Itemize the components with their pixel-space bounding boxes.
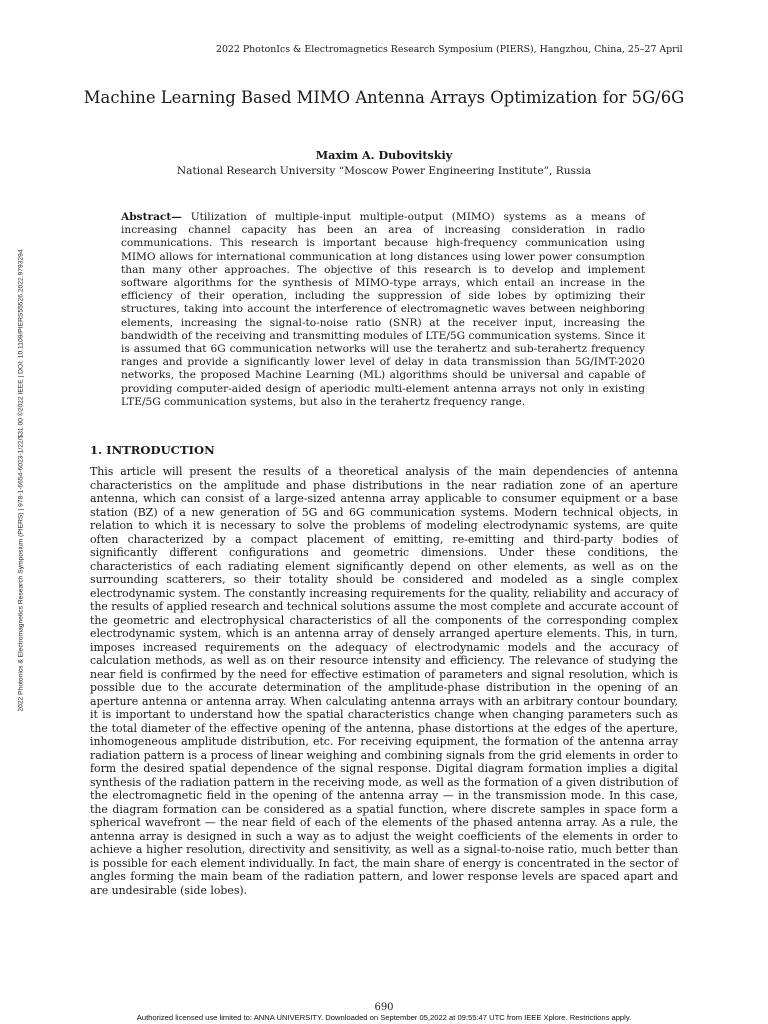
side-citation-strip [14, 0, 28, 960]
author-name: Maxim A. Dubovitskiy [315, 148, 453, 162]
abstract [121, 211, 645, 409]
abstract-text: Utilization of multiple-input multiple-output (MIMO) systems as a means of increasing channel capacity has been an area of increasing consideration in radio communications. This research is important because high-frequency communication using MIMO allows for international communication at long distances using lower power consumption than many other approaches. The objective of this research is to develop and implement software algorithms for the synthesis of MIMO-type arrays, which entail an increase in the efficiency of their operation, including the suppression of side lobes by optimizing their structures, taking into account the interference of electromagnetic waves between neighboring elements, increasing the signal-to-noise ratio (SNR) at the receiver input, increasing the bandwidth of the receiving and transmitting modules of LTE/5G communication systems. Since it is assumed that 6G communication networks will use the terahertz and sub-terahertz frequency ranges and provide a significantly lower level of delay in data transmission than 5G/IMT-2020 networks, the proposed Machine Learning (ML) algorithms should be universal and capable of providing computer-aided design of aperiodic multi-element antenna arrays not only in existing LTE/5G communication systems, but also in the terahertz frequency range. [121, 211, 645, 408]
section-heading-introduction: 1. INTRODUCTION [90, 443, 215, 457]
introduction-paragraph: This article will present the results of a theoretical analysis of the main dependencies of antenna characteristics on the amplitude and phase distributions in the near radiation zone of an aperture antenna, which can consist of a large-sized antenna array applicable to consumer equipment or a base station (BZ) of a new generation of 5G and 6G communication systems. Modern technical objects, in relation to which it is necessary to solve the problems of modeling electrodynamic systems, are quite often characterized by a compact placement of emitting, re-emitting and third-party bodies of significantly different configurations and geometric dimensions. Under these conditions, the characteristics of each radiating element significantly depend on other elements, as well as on the surrounding scatterers, so their totality should be considered and modeled as a single complex electrodynamic system. The constantly increasing requirements for the quality, reliability and accuracy of the results of applied research and technical solutions assume the most complete and accurate account of the geometric and electrophysical characteristics of all the components of the corresponding complex electrodynamic system, which is an antenna array of densely arranged aperture elements. This, in turn, imposes increased requirements on the adequacy of electrodynamic models and the accuracy of calculation methods, as well as on their resource intensity and efficiency. The relevance of studying the near field is confirmed by the need for effective estimation of parameters and signal resolution, which is possible due to the accurate determination of the amplitude-phase distribution in the opening of an aperture antenna or antenna array. When calculating antenna arrays with an arbitrary contour boundary, it is important to understand how the spatial characteristics change when changing parameters such as the total diameter of the effective opening of the antenna, phase distortions at the edges of the aperture, inhomogeneous amplitude distribution, etc. For receiving equipment, the formation of the antenna array radiation pattern is a process of linear weighing and combining signals from the grid elements in order to form the desired spatial dependence of the signal response. Digital diagram formation implies a digital synthesis of the radiation pattern in the receiving mode, as well as the formation of a given distribution of the electromagnetic field in the opening of the antenna array — in the transmission mode. In this case, the diagram formation can be considered as a spatial function, where discrete samples in space form a spherical wavefront — the near field of each of the elements of the phased antenna array. As a rule, the antenna array is designed in such a way as to adjust the weight coefficients of the elements in order to achieve a higher resolution, directivity and sensitivity, as well as a signal-to-noise ratio, much better than is possible for each element individually. In fact, the main share of energy is concentrated in the sector of angles forming the main beam of the radiation pattern, and lower response levels are spaced apart and are undesirable (side lobes). [90, 465, 678, 897]
author-affiliation: National Research University “Moscow Power Engineering Institute”, Russia [176, 165, 592, 177]
running-header: 2022 PhotonIcs & Electromagnetics Research Symposium (PIERS), Hangzhou, China, 25–27 April [216, 44, 683, 55]
license-notice: Authorized licensed use limited to: ANNA UNIVERSITY. Downloaded on September 05,2022 at 09:55:47 UTC from IEEE Xplore. Restrictions apply. [136, 1013, 632, 1022]
abstract-label: Abstract— [121, 211, 182, 223]
paper-title: Machine Learning Based MIMO Antenna Arrays Optimization for 5G/6G [83, 88, 685, 107]
page-number: 690 [374, 1002, 394, 1013]
side-citation: 2022 Photonics & Electromagnetics Research Symposium (PIERS) | 978-1-6654-6023-1/22/$31.00 ©2022 IEEE | DOI: 10.1109/PIERS55526.2022.9793294 [17, 248, 25, 712]
